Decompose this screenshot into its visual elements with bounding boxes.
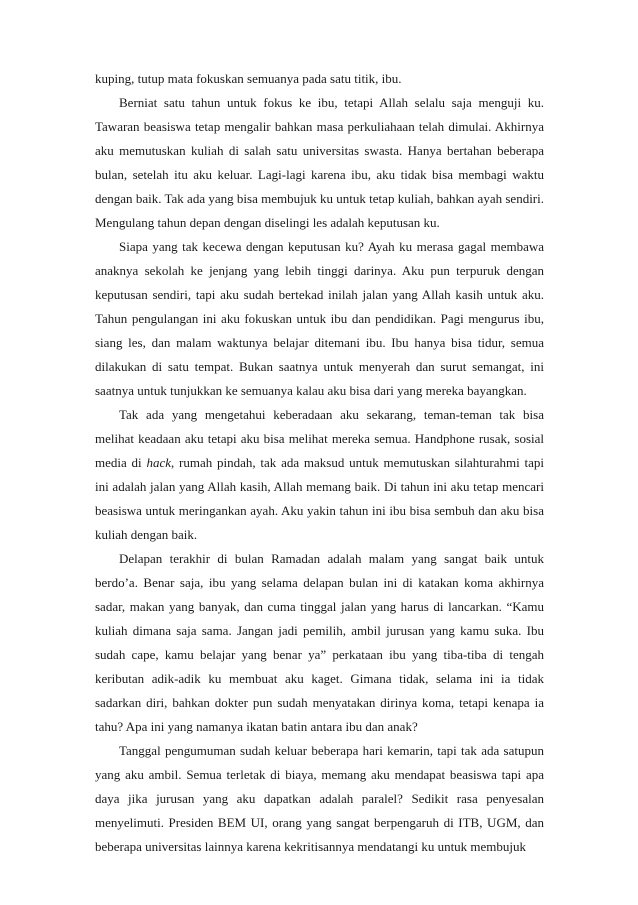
paragraph-disappointment [95, 235, 544, 403]
paragraph-text: Tak ada yang mengetahui keberadaan aku sekarang, teman-teman tak bisa melihat keadaan aku tetapi aku bisa melihat mereka semua. Handphone rusak, sosial media di [95, 407, 544, 470]
paragraph-ramadan [95, 547, 544, 739]
italic-term: hack [146, 455, 171, 470]
paragraph-text: Delapan terakhir di bulan Ramadan adalah malam yang sangat baik untuk berdo’a. Benar saja, ibu yang selama delapan bulan ini di katakan koma akhirnya sadar, makan yang banyak, dan cuma tinggal jalan yang harus di lancarkan. “Kamu kuliah dimana saja sama. Jangan jadi pemilih, ambil jurusan yang kamu suka. Ibu sudah cape, kamu belajar yang benar ya” perkataan ibu yang tiba-tiba di tengah keributan adik-adik ku membuat aku kaget. Gimana tidak, selama ini ia tidak sadarkan diri, bahkan dokter pun sudah menyatakan dirinya koma, tetapi kenapa ia tahu? Apa ini yang namanya ikatan batin antara ibu dan anak? [95, 551, 544, 734]
paragraph-text: , rumah pindah, tak ada maksud untuk memutuskan silahturahmi tapi ini adalah jalan yang Allah kasih, Allah memang baik. Di tahun ini aku tetap mencari beasiswa untuk meringankan ayah. Aku yakin tahun ini ibu bisa sembuh dan aku bisa kuliah dengan baik. [95, 455, 544, 542]
paragraph-text: Siapa yang tak kecewa dengan keputusan ku? Ayah ku merasa gagal membawa anaknya sekolah ke jenjang yang lebih tinggi darinya. Aku pun terpuruk dengan keputusan sendiri, tapi aku sudah bertekad inilah jalan yang Allah kasih untuk aku. Tahun pengulangan ini aku fokuskan untuk ibu dan pendidikan. Pagi mengurus ibu, siang les, dan malam waktunya belajar ditemani ibu. Ibu hanya bisa tidur, semua dilakukan di satu tempat. Bukan saatnya untuk menyerah dan surut semangat, ini saatnya untuk tunjukkan ke semuanya kalau aku bisa dari yang mereka bayangkan. [95, 239, 544, 398]
paragraph-text: kuping, tutup mata fokuskan semuanya pada satu titik, ibu. [95, 71, 402, 86]
paragraph-text: Berniat satu tahun untuk fokus ke ibu, tetapi Allah selalu saja menguji ku. Tawaran beasiswa tetap mengalir bahkan masa perkuliahaan telah dimulai. Akhirnya aku memutuskan kuliah di salah satu universitas swasta. Hanya bertahan beberapa bulan, setelah itu aku keluar. Lagi-lagi karena ibu, aku tidak bisa membagi waktu dengan baik. Tak ada yang bisa membujuk ku untuk tetap kuliah, bahkan ayah sendiri. Mengulang tahun depan dengan diselingi les adalah keputusan ku. [95, 95, 544, 230]
paragraph-isolation [95, 403, 544, 547]
paragraph-text: Tanggal pengumuman sudah keluar beberapa hari kemarin, tapi tak ada satupun yang aku ambil. Semua terletak di biaya, memang aku mendapat beasiswa tapi apa daya jika jurusan yang aku dapatkan adalah paralel? Sedikit rasa penyesalan menyelimuti. Presiden BEM UI, orang yang sangat berpengaruh di ITB, UGM, dan beberapa universitas lainnya karena kekritisannya mendatangi ku untuk membujuk [95, 743, 544, 854]
paragraph-continuation [95, 67, 544, 91]
paragraph-study-decision [95, 91, 544, 235]
paragraph-announcement [95, 739, 544, 859]
body-text [95, 67, 544, 859]
